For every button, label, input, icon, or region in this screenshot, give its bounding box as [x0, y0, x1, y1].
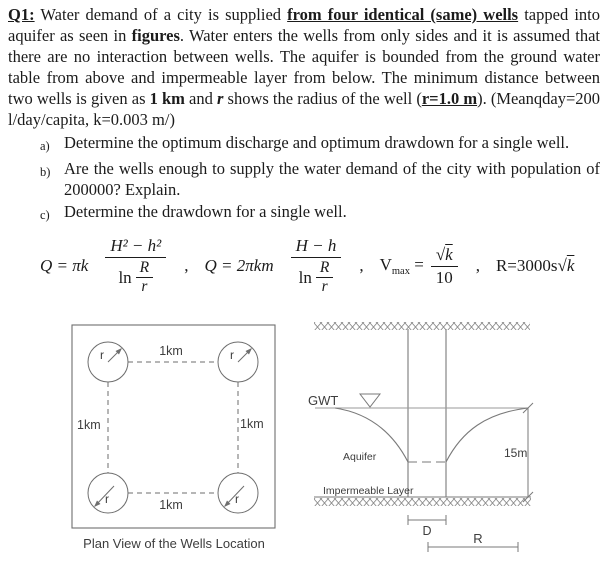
question-block	[8, 4, 600, 226]
radius-arrow-bottom-right	[224, 486, 244, 507]
para-seg-bold: figures	[131, 26, 180, 45]
plan-view-figure	[60, 316, 292, 562]
formula-vmax-fraction	[431, 245, 458, 288]
para-seg: tapped into aquifer as seen in	[8, 5, 600, 45]
radical-sign: √	[435, 244, 446, 264]
spacing-label-left: 1km	[77, 418, 101, 432]
para-seg: and	[184, 89, 217, 108]
list-item-a	[8, 132, 600, 157]
question-paragraph	[8, 4, 600, 130]
height-dimension-label: 15m	[504, 446, 528, 460]
list-text-b: Are the wells enough to supply the water demand of the city with population of 200000? Explain.	[64, 159, 600, 199]
vmax-subscript: max	[391, 266, 410, 277]
para-seg-emph: r=1.0 m	[421, 89, 478, 108]
plan-figure-caption: Plan View of the Wells Location	[83, 536, 265, 551]
aquifer-label: Aquifer	[343, 451, 377, 463]
para-seg-bold: 1 km	[149, 89, 185, 108]
well-radius-label: r	[235, 492, 239, 506]
well-radius-label: r	[105, 492, 109, 506]
spacing-label-right: 1km	[240, 417, 264, 431]
list-text-c: Determine the drawdown for a single well.	[64, 202, 347, 221]
gwt-label: GWT	[308, 393, 339, 408]
para-seg-emph: from four identical (same) wells	[287, 5, 519, 24]
radius-arrow-bottom-left	[94, 486, 114, 507]
para-seg: ). (Meanqday=200 l/day/capita, k=0.003 m/)	[8, 89, 601, 129]
spacing-label-bottom: 1km	[159, 498, 183, 512]
formula-q-unconfined-fraction	[105, 236, 166, 296]
fraction-numerator: H − h	[291, 236, 342, 258]
well-radius-label: r	[100, 348, 104, 362]
impermeable-layer-hatch	[314, 498, 531, 506]
fraction-denominator	[299, 258, 334, 296]
fraction-denominator: r	[321, 278, 328, 295]
radius-influence-dimension-label: R	[473, 531, 483, 546]
formula-row	[40, 236, 574, 296]
list-marker-a: a)	[40, 139, 50, 153]
fraction-numerator	[431, 245, 458, 267]
radical-argument: k	[445, 244, 453, 264]
para-seg-var-r: r	[217, 89, 224, 108]
ln-operator: ln	[118, 267, 132, 287]
list-marker-b: b)	[40, 165, 51, 179]
vmax-symbol: V	[379, 255, 392, 274]
formula-separator: ,	[475, 256, 480, 275]
spacing-label-top: 1km	[159, 344, 183, 358]
fraction-denominator	[118, 258, 153, 296]
diameter-dimension-label: D	[422, 524, 432, 538]
impermeable-layer-label: Impermeable Layer	[323, 485, 414, 497]
radius-ratio-fraction	[316, 259, 333, 296]
radius-arrow-top-left	[108, 348, 122, 362]
formula-vmax	[380, 255, 424, 277]
fraction-numerator: R	[316, 259, 333, 278]
radius-arrow-top-right	[238, 348, 252, 362]
water-table-symbol	[360, 394, 380, 407]
fraction-denominator: 10	[435, 267, 453, 287]
list-item-c	[8, 201, 600, 226]
cross-section-figure	[300, 315, 606, 567]
radius-ratio-fraction	[136, 259, 153, 296]
formula-separator: ,	[184, 256, 189, 275]
fraction-numerator: R	[136, 259, 153, 278]
para-seg: . Water enters the wells from only sides and it is assumed that there are no interaction between wells. The aquifer is bounded from the ground water table from above and impermeable layer from below. The minimum distance between two wells is given as	[8, 26, 600, 108]
formula-separator: ,	[359, 256, 364, 275]
list-text-a: Determine the optimum discharge and optimum drawdown for a single well.	[64, 133, 570, 152]
list-item-b	[8, 158, 600, 200]
formula-radius-influence	[496, 256, 574, 276]
formula-q-confined-fraction	[291, 236, 342, 296]
question-number: Q1:	[8, 5, 35, 24]
ln-operator: ln	[298, 267, 312, 287]
radical-sign: √	[557, 256, 567, 275]
list-marker-c: c)	[40, 208, 50, 222]
formula-r-lead: R=3000s	[495, 256, 558, 275]
question-list	[8, 132, 600, 226]
radical-argument: k	[566, 256, 575, 275]
ground-surface-hatch	[314, 322, 530, 330]
equals-sign: =	[414, 255, 424, 274]
fraction-numerator: H² − h²	[105, 236, 166, 258]
para-seg: Water demand of a city is supplied	[34, 5, 288, 24]
formula-q-confined-lead: Q = 2πkm	[204, 256, 274, 275]
formula-q-unconfined-lead: Q = πk	[40, 256, 89, 275]
well-radius-label: r	[230, 348, 234, 362]
fraction-denominator: r	[141, 278, 148, 295]
para-seg: shows the radius of the well (	[223, 89, 422, 108]
